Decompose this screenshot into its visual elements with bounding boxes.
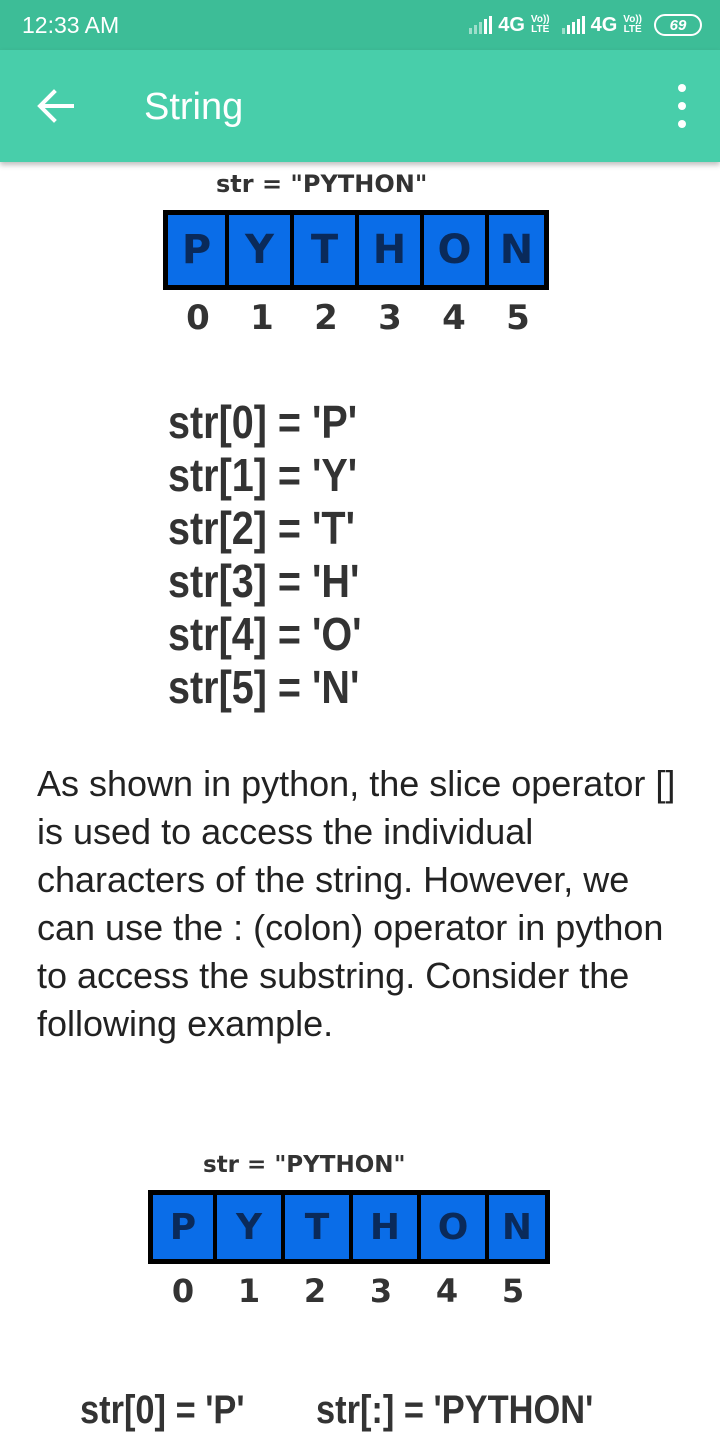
figure1-cells (163, 210, 549, 290)
signal-icon (562, 16, 585, 34)
index-label: 5 (501, 1272, 525, 1310)
index-label: 0 (171, 1272, 195, 1310)
index-label: 3 (378, 298, 402, 338)
assignment-line: str[0] = 'P' (168, 396, 358, 448)
back-button[interactable] (30, 80, 82, 132)
figure2-cells (148, 1190, 550, 1264)
letter-cell: P (153, 1195, 217, 1259)
bottom-assignment-right: str[:] = 'PYTHON' (316, 1388, 594, 1432)
assignment-line: str[5] = 'N' (168, 661, 360, 713)
index-label: 2 (303, 1272, 327, 1310)
bottom-assignment-left: str[0] = 'P' (80, 1388, 245, 1432)
figure1-label: str = "PYTHON" (216, 170, 428, 198)
index-label: 4 (442, 298, 466, 338)
letter-cell: N (489, 215, 544, 285)
index-label: 1 (237, 1272, 261, 1310)
explanation-paragraph: As shown in python, the slice operator [] is used to access the individual characters of the string. However, we can use the : (colon) operator in python to access the substring. Consider the following example. (37, 763, 676, 1044)
letter-cell: Y (217, 1195, 285, 1259)
index-label: 4 (435, 1272, 459, 1310)
assignment-line: str[3] = 'H' (168, 555, 360, 607)
volte-icon: Vo)) LTE (530, 14, 550, 35)
arrow-left-icon (30, 80, 82, 132)
letter-cell: P (168, 215, 229, 285)
letter-cell: T (294, 215, 359, 285)
status-time: 12:33 AM (22, 12, 120, 38)
figure2-label: str = "PYTHON" (203, 1152, 406, 1178)
letter-cell: T (285, 1195, 353, 1259)
index-label: 2 (314, 298, 338, 338)
assignment-line: str[4] = 'O' (168, 608, 362, 660)
signal-icon (469, 16, 492, 34)
letter-cell: H (353, 1195, 421, 1259)
letter-cell: Y (229, 215, 294, 285)
index-label: 1 (250, 298, 274, 338)
index-label: 5 (506, 298, 530, 338)
index-label: 3 (369, 1272, 393, 1310)
battery-icon (654, 14, 702, 36)
letter-cell: N (489, 1195, 545, 1259)
overflow-menu-button[interactable] (672, 84, 692, 128)
figure2-indices (150, 1272, 546, 1310)
page-title: String (144, 86, 244, 128)
assignment-line: str[1] = 'Y' (168, 449, 358, 501)
letter-cell: O (421, 1195, 489, 1259)
letter-cell: O (424, 215, 489, 285)
more-vert-icon (678, 84, 686, 92)
status-icons (469, 12, 702, 38)
app-bar (0, 50, 720, 162)
assignment-line: str[2] = 'T' (168, 502, 355, 554)
content (0, 162, 720, 1440)
network-type-1: 4G (498, 13, 525, 36)
figure1-indices (166, 298, 550, 338)
network-type-2: 4G (590, 13, 618, 36)
assignment-list (168, 396, 393, 714)
battery-level: 69 (669, 16, 687, 34)
index-label: 0 (186, 298, 210, 338)
volte-icon: Vo)) LTE (623, 14, 642, 35)
letter-cell: H (359, 215, 424, 285)
status-bar (0, 0, 720, 50)
